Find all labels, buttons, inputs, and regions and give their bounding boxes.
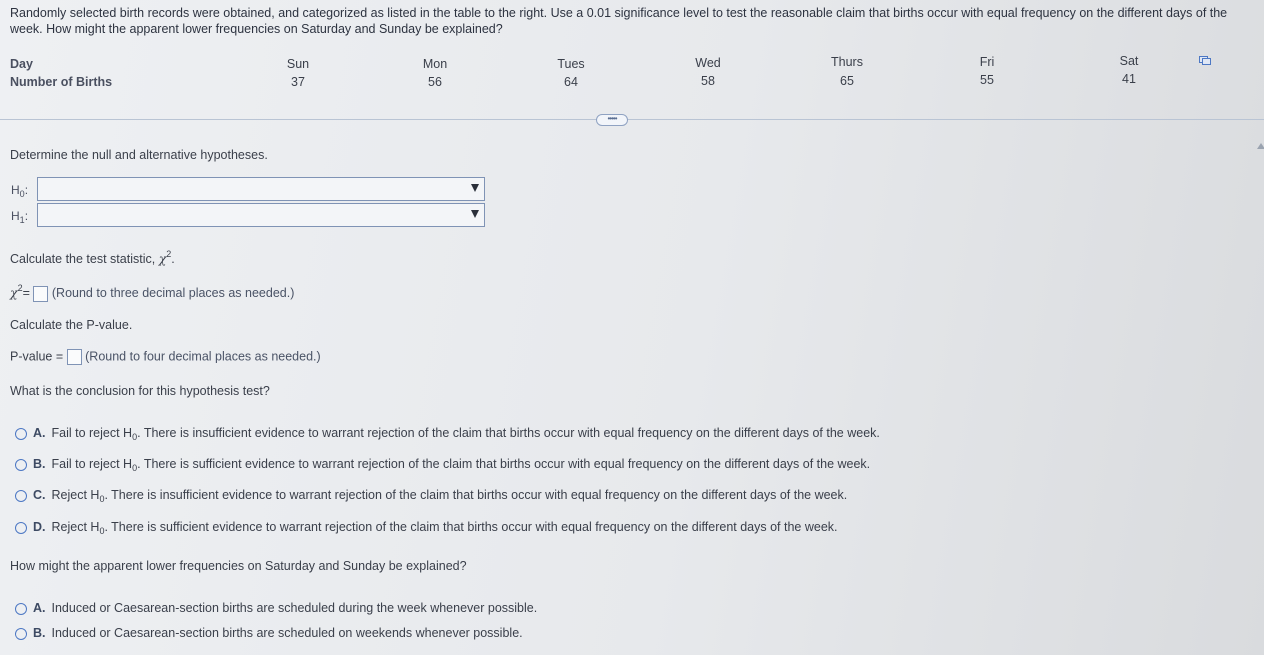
births-sun: 37 [291, 75, 305, 89]
radio-button[interactable] [15, 428, 27, 440]
conclusion-option-a[interactable]: A. Fail to reject $H_0$. There is insufficient evidence to warrant rejection of the claim that births occur with equal frequency on the different days of the week. [15, 426, 880, 442]
births-tues: 64 [564, 75, 578, 89]
radio-button[interactable] [15, 490, 27, 502]
section-divider [0, 119, 1264, 120]
day-thurs: Thurs [831, 55, 863, 69]
chevron-down-icon [471, 210, 479, 218]
h0-dropdown[interactable] [37, 177, 485, 201]
table-day-label: Day [10, 57, 33, 71]
radio-button[interactable] [15, 628, 27, 640]
births-fri: 55 [980, 73, 994, 87]
radio-button[interactable] [15, 603, 27, 615]
day-mon: Mon [422, 57, 448, 71]
scroll-up-icon[interactable] [1257, 143, 1264, 149]
test-stat-hint: (Round to three decimal places as needed.) [51, 286, 295, 300]
births-mon: 56 [428, 75, 442, 89]
chevron-down-icon [471, 184, 479, 192]
explanation-prompt: How might the apparent lower frequencies on Saturday and Sunday be explained? [10, 559, 467, 573]
pvalue-label: P-value = [10, 349, 64, 364]
day-fri: Fri [979, 55, 995, 69]
day-sun: Sun [286, 57, 310, 71]
pvalue-input[interactable] [67, 349, 82, 365]
conclusion-option-c[interactable]: C. Reject $H_0$. There is insufficient evidence to warrant rejection of the claim that births occur with equal frequency on the different days of the week. [15, 488, 847, 504]
births-thurs: 65 [840, 74, 854, 88]
pvalue-prompt: Calculate the P-value. [10, 318, 133, 332]
table-births-label: Number of Births [10, 75, 113, 89]
day-wed: Wed [695, 56, 721, 70]
explanation-option-a[interactable]: A. Induced or Caesarean-section births are scheduled during the week whenever possible. [15, 601, 537, 615]
radio-button[interactable] [15, 522, 27, 534]
question-text: Randomly selected birth records were obtained, and categorized as listed in the table to the right. Use a 0.01 significance level to test the reasonable claim that births occur with equal frequency on the different days of the week. How might the apparent lower frequencies on Saturday and Sunday be explained? [10, 6, 1228, 36]
radio-button[interactable] [15, 459, 27, 471]
test-stat-row: $\chi^2=$ (Round to three decimal places as needed.) [10, 283, 295, 300]
day-tues: Tues [557, 57, 585, 71]
h1-label: $H_1$: [11, 209, 29, 225]
h0-label: $H_0$: [11, 183, 29, 199]
conclusion-prompt: What is the conclusion for this hypothesis test? [10, 384, 270, 398]
explanation-option-b[interactable]: B. Induced or Caesarean-section births are scheduled on weekends whenever possible. [15, 626, 523, 640]
hypotheses-prompt: Determine the null and alternative hypotheses. [10, 148, 268, 162]
pvalue-row [10, 349, 321, 365]
conclusion-option-d[interactable]: D. Reject $H_0$. There is sufficient evidence to warrant rejection of the claim that births occur with equal frequency on the different days of the week. [15, 520, 838, 536]
test-stat-prompt: Calculate the test statistic, $\chi^2$. [10, 249, 175, 266]
expand-more-button[interactable]: ••••• [596, 114, 628, 126]
pvalue-hint: (Round to four decimal places as needed.) [85, 349, 321, 364]
births-wed: 58 [701, 74, 715, 88]
chi-square-input[interactable] [33, 286, 48, 302]
h1-dropdown[interactable] [37, 203, 485, 227]
conclusion-option-b[interactable]: B. Fail to reject $H_0$. There is sufficient evidence to warrant rejection of the claim that births occur with equal frequency on the different days of the week. [15, 457, 870, 473]
copy-data-icon[interactable] [1199, 56, 1211, 65]
births-sat: 41 [1122, 72, 1136, 86]
day-sat: Sat [1119, 54, 1139, 68]
